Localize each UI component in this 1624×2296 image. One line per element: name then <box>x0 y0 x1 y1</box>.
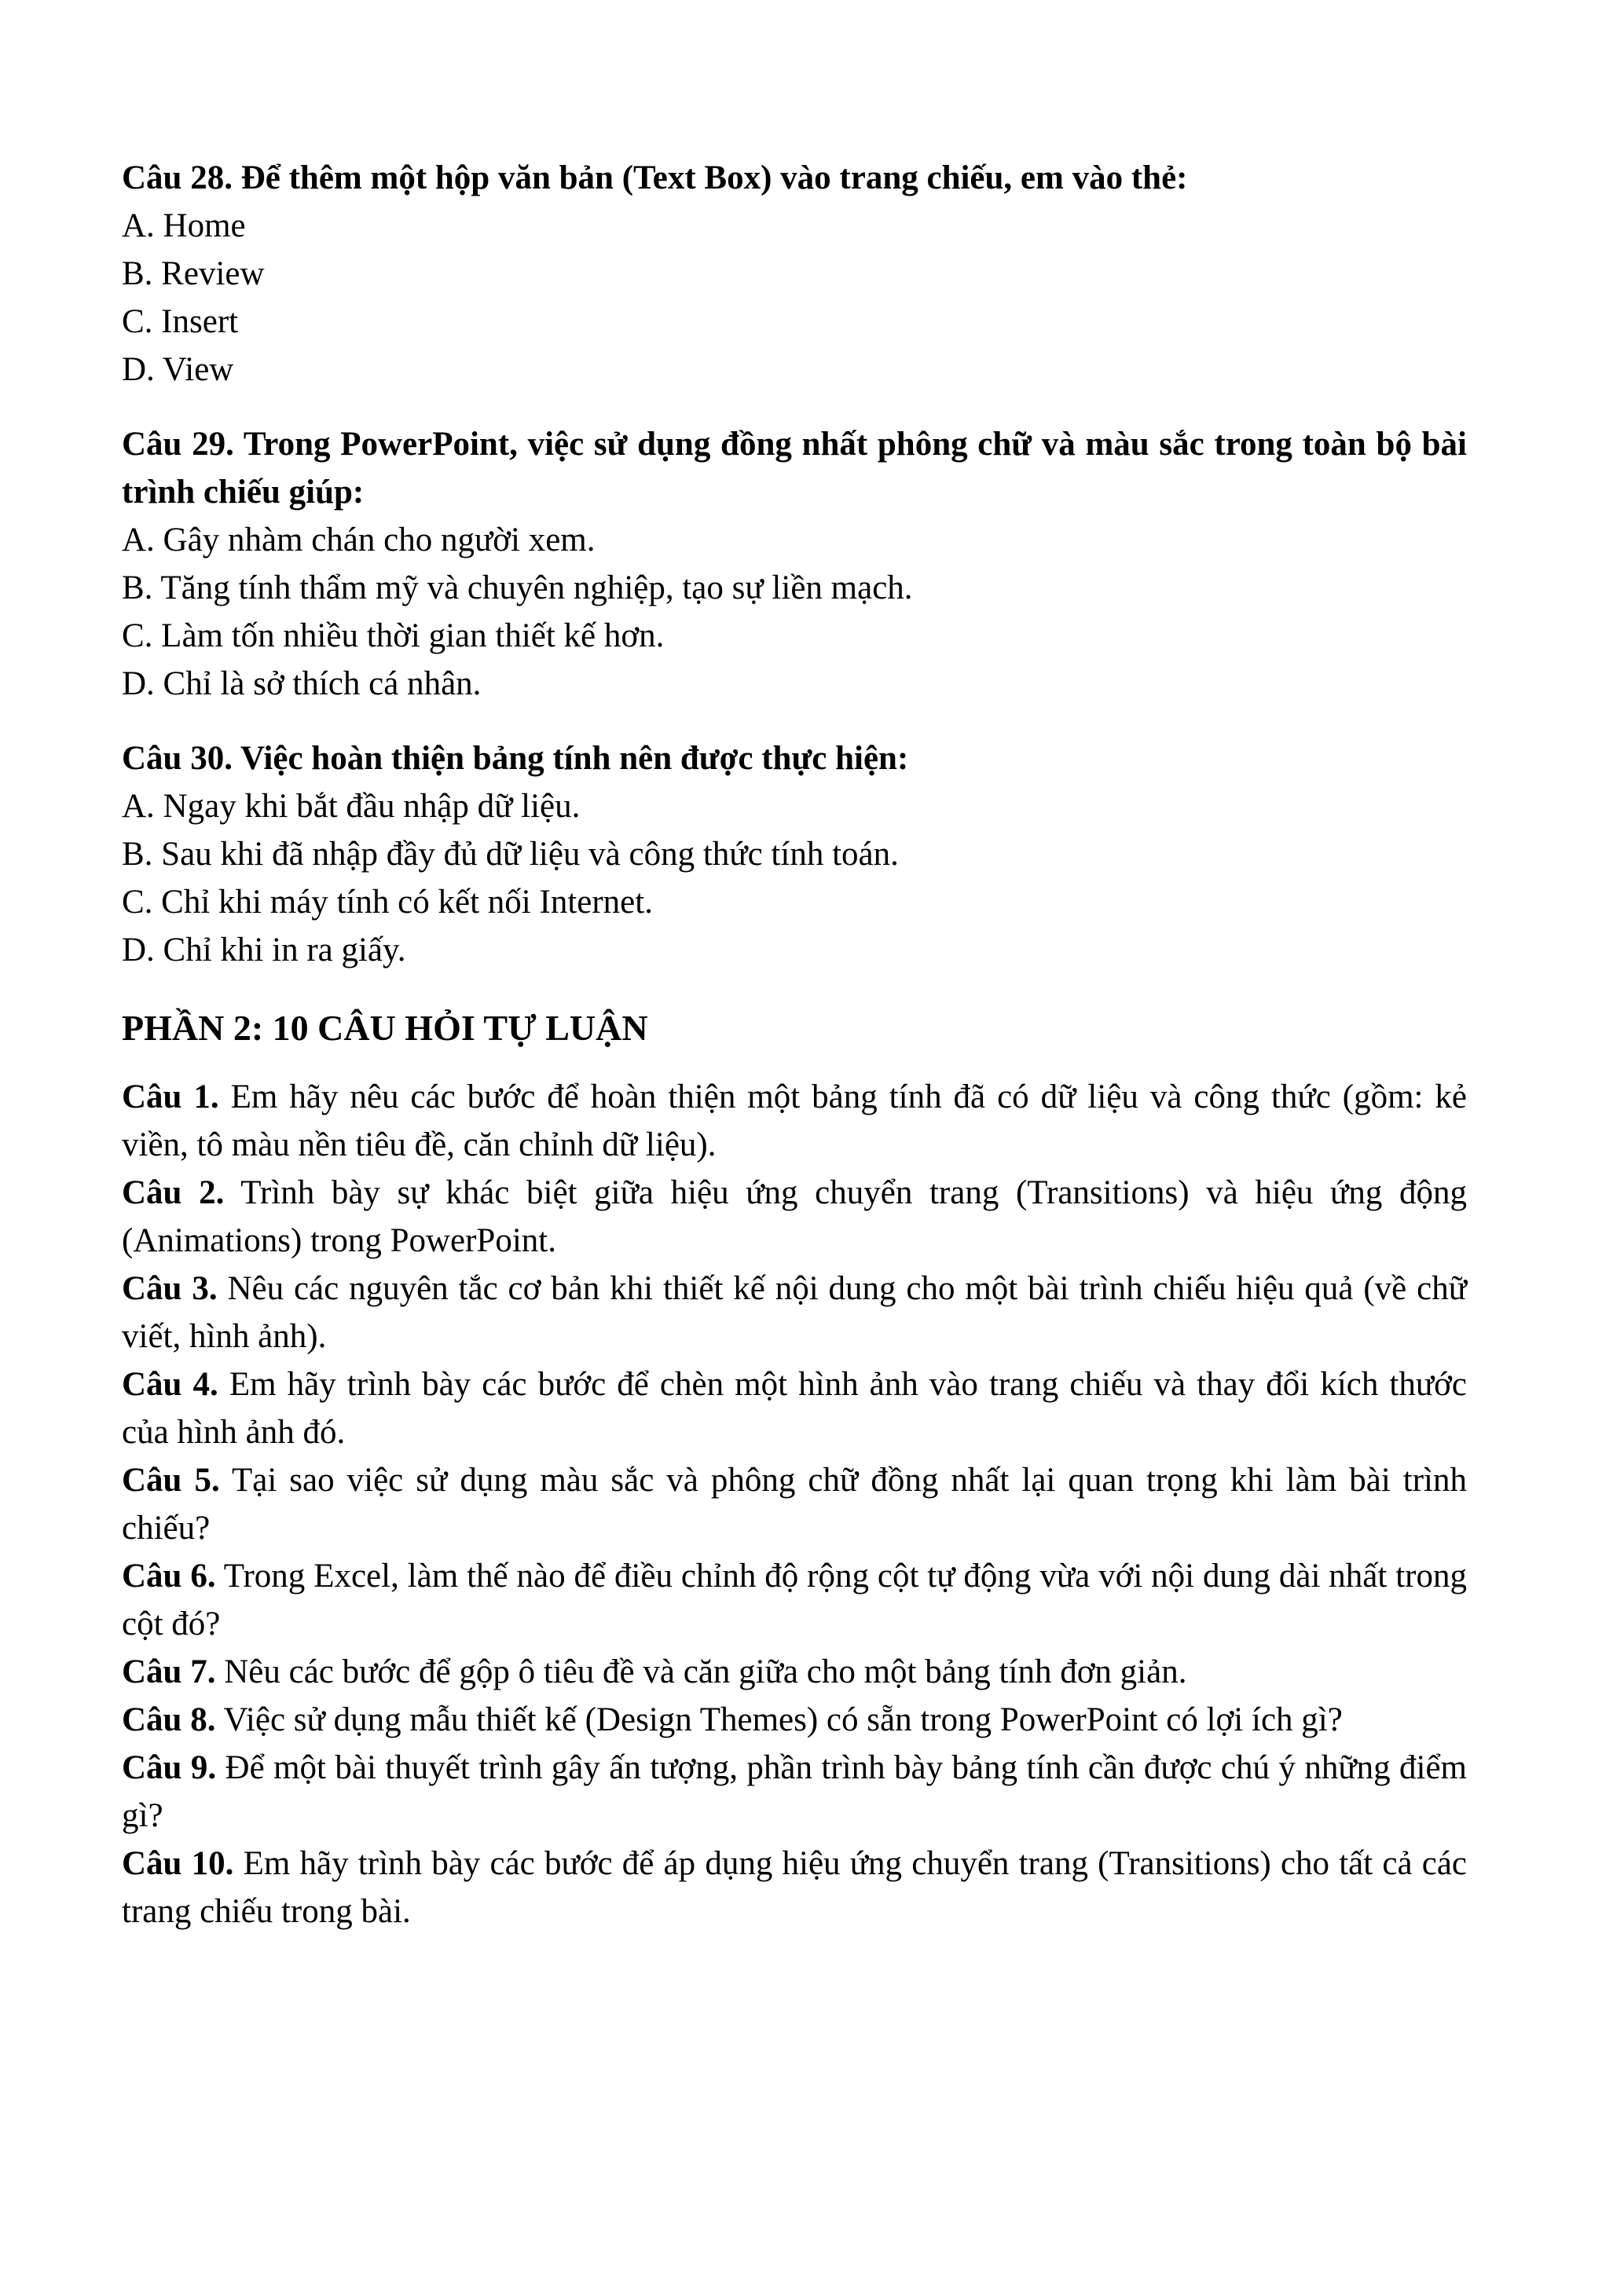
question-title-text: Trong PowerPoint, việc sử dụng đồng nhất phông chữ và màu sắc trong toàn bộ bài trình chiếu giúp: <box>122 426 1467 511</box>
question-text: Việc sử dụng mẫu thiết kế (Design Themes) có sẵn trong PowerPoint có lợi ích gì? <box>223 1701 1343 1738</box>
question-label: Câu 7. <box>122 1653 216 1690</box>
question-text: Nêu các nguyên tắc cơ bản khi thiết kế nội dung cho một bài trình chiếu hiệu quả (về chữ viết, hình ảnh). <box>122 1270 1468 1355</box>
answer-option-c: C. Chỉ khi máy tính có kết nối Internet. <box>122 884 653 921</box>
answer-option-b: B. Tăng tính thẩm mỹ và chuyên nghiệp, tạo sự liền mạch. <box>122 569 913 606</box>
question-label: Câu 4. <box>122 1366 218 1403</box>
essay-question-9 <box>122 1744 1467 1840</box>
answer-option-d: D. Chỉ khi in ra giấy. <box>122 932 406 969</box>
question-text: Trong Excel, làm thế nào để điều chỉnh độ rộng cột tự động vừa với nội dung dài nhất trong cột đó? <box>122 1558 1467 1642</box>
answer-option-a: A. Home <box>122 207 246 244</box>
answer-option-d: D. Chỉ là sở thích cá nhân. <box>122 665 482 702</box>
question-label: Câu 30. <box>122 740 233 777</box>
part2-heading: PHẦN 2: 10 CÂU HỎI TỰ LUẬN <box>122 1008 648 1048</box>
answer-option-b: B. Sau khi đã nhập đầy đủ dữ liệu và công thức tính toán. <box>122 836 899 873</box>
question-text: Nêu các bước để gộp ô tiêu đề và căn giữa cho một bảng tính đơn giản. <box>224 1653 1187 1690</box>
question-text: Em hãy trình bày các bước để chèn một hình ảnh vào trang chiếu và thay đổi kích thước của hình ảnh đó. <box>122 1366 1468 1451</box>
essay-question-2 <box>122 1169 1467 1265</box>
answer-option-c: C. Làm tốn nhiều thời gian thiết kế hơn. <box>122 617 665 654</box>
answer-option-d: D. View <box>122 351 234 388</box>
question-text: Em hãy nêu các bước để hoàn thiện một bảng tính đã có dữ liệu và công thức (gồm: kẻ viền, tô màu nền tiêu đề, căn chỉnh dữ liệu). <box>122 1078 1468 1163</box>
question-label: Câu 6. <box>122 1558 216 1595</box>
essay-question-4 <box>122 1360 1467 1456</box>
question-label: Câu 5. <box>122 1462 220 1499</box>
question-title <box>122 734 1467 782</box>
question-text: Tại sao việc sử dụng màu sắc và phông chữ đồng nhất lại quan trọng khi làm bài trình chiếu? <box>122 1462 1467 1547</box>
question-text: Em hãy trình bày các bước để áp dụng hiệu ứng chuyển trang (Transitions) cho tất cả các trang chiếu trong bài. <box>122 1845 1468 1930</box>
answer-option-a: A. Gây nhàm chán cho người xem. <box>122 522 596 558</box>
essay-question-1 <box>122 1073 1467 1169</box>
answer-option-a: A. Ngay khi bắt đầu nhập dữ liệu. <box>122 788 581 825</box>
question-label: Câu 2. <box>122 1174 225 1211</box>
question-title <box>122 420 1467 516</box>
mcq-question-29 <box>122 420 1467 708</box>
question-label: Câu 9. <box>122 1749 217 1786</box>
mcq-question-28 <box>122 154 1467 394</box>
question-title-text: Việc hoàn thiện bảng tính nên được thực hiện: <box>240 740 909 777</box>
question-label: Câu 29. <box>122 426 234 463</box>
essay-question-3 <box>122 1265 1467 1360</box>
question-label: Câu 1. <box>122 1078 219 1115</box>
question-title-text: Để thêm một hộp văn bản (Text Box) vào trang chiếu, em vào thẻ: <box>240 159 1188 196</box>
question-text: Trình bày sự khác biệt giữa hiệu ứng chuyển trang (Transitions) và hiệu ứng động (Animations) trong PowerPoint. <box>122 1174 1467 1259</box>
question-label: Câu 3. <box>122 1270 218 1307</box>
question-text: Để một bài thuyết trình gây ấn tượng, phần trình bày bảng tính cần được chú ý những điểm gì? <box>122 1749 1468 1834</box>
question-title <box>122 154 1467 202</box>
essay-question-5 <box>122 1456 1467 1552</box>
essay-question-8 <box>122 1696 1467 1744</box>
essay-question-10 <box>122 1840 1467 1935</box>
essay-question-6 <box>122 1552 1467 1648</box>
question-label: Câu 10. <box>122 1845 234 1882</box>
question-label: Câu 8. <box>122 1701 216 1738</box>
essay-question-7 <box>122 1648 1467 1696</box>
answer-option-c: C. Insert <box>122 303 239 340</box>
question-label: Câu 28. <box>122 159 233 196</box>
mcq-question-30 <box>122 734 1467 974</box>
answer-option-b: B. Review <box>122 255 265 292</box>
essay-question-list <box>122 1073 1467 1935</box>
